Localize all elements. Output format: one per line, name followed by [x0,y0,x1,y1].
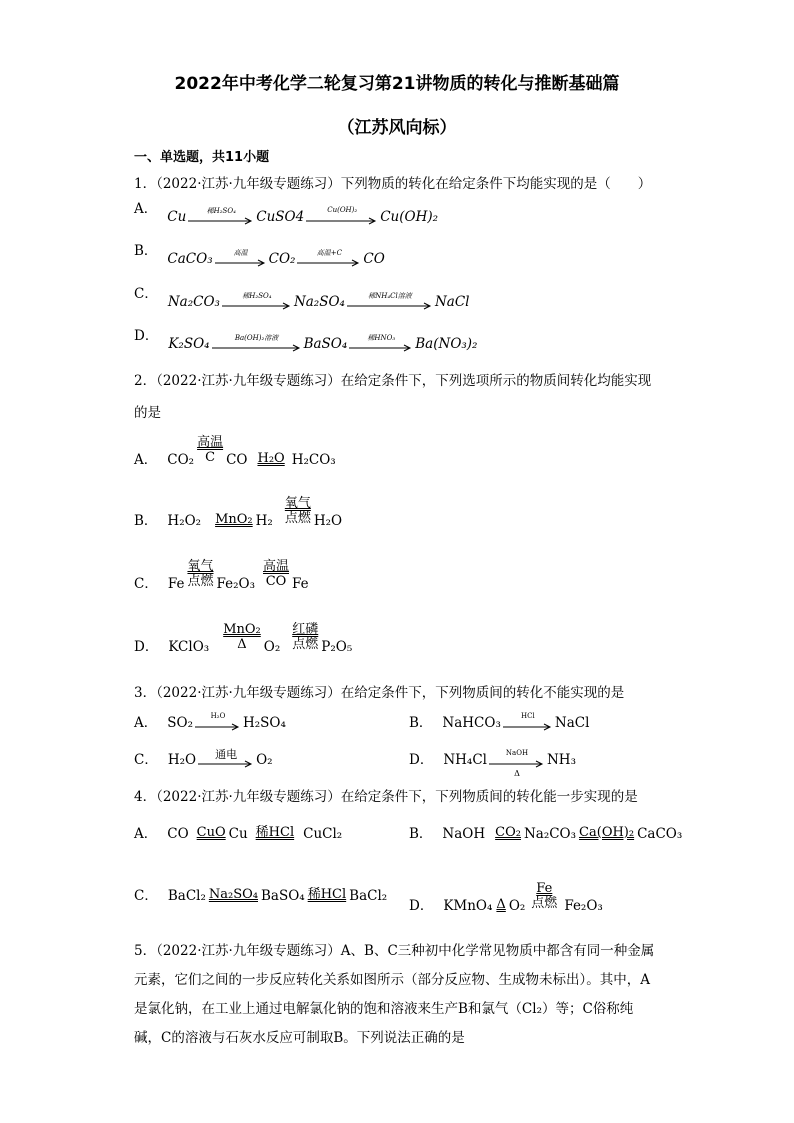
option-label: A． [134,452,158,468]
reaction-arrow [503,712,553,731]
q3-option-a[interactable] [134,711,286,731]
formula: Fe [292,576,309,592]
q2-stem-line1: 2．（2022·江苏·九年级专题练习）在给定条件下，下列选项所示的物质间转化均能实现 [134,373,652,389]
formula: CuCl₂ [303,826,343,842]
q3-option-d[interactable] [409,748,576,778]
option-label: B． [134,243,158,259]
formula: Cu(OH)₂ [380,209,439,225]
arrow-condition-below: Δ [514,769,520,778]
formula: O₂ [256,752,273,768]
formula: CO [226,452,248,468]
arrow-condition: H₂O [210,712,226,720]
arrow-condition: 稀H₂SO₄ [242,292,272,300]
formula: BaCl₂ [167,888,206,904]
formula: H₂O [313,513,343,529]
arrow-condition: 高温+C [316,249,343,257]
option-label: A． [134,826,158,842]
q2-stem-line2: 的是 [134,405,161,421]
q4-option-a[interactable] [134,822,342,842]
formula: Na₂SO₄ [293,294,345,310]
reaction-arrow [306,206,378,225]
q4-option-c[interactable] [134,884,387,904]
reaction-arrow [222,292,292,310]
q3-option-b[interactable] [409,711,589,731]
reaction-arrow [347,292,433,310]
q3-stem: 3．（2022·江苏·九年级专题练习）在给定条件下，下列物质间的转化不能实现的是 [134,685,625,701]
option-label: A． [134,201,158,217]
option-label: A． [134,715,158,731]
formula: CO [167,826,189,842]
formula: Na₂CO₃ [167,294,220,310]
reaction-condition: CO₂ [495,825,521,840]
q4-option-d[interactable] [409,881,603,914]
formula: BaCl₂ [349,888,388,904]
reaction-condition: 稀HCl [307,887,347,902]
formula: CO₂ [268,251,296,267]
reaction-arrow [215,249,267,267]
option-label: D． [409,898,434,914]
option-label: C． [134,576,158,592]
reaction-condition: Fe 点燃 [531,881,558,911]
reaction-condition: MnO₂ [215,512,253,527]
formula: H₂CO₃ [291,452,336,468]
formula: H₂ [255,513,273,529]
option-label: B． [409,826,433,842]
reaction-arrow [188,207,254,225]
q4-option-b[interactable] [409,822,682,842]
q1-option-a[interactable] [134,201,439,225]
q2-option-c[interactable] [134,559,309,592]
q5-line: 碱，C的溶液与石灰水反应可制取B。下列说法正确的是 [134,1030,465,1046]
formula: SO₂ [167,715,193,731]
arrow-condition: 稀H₂SO₄ [206,207,236,215]
option-label: B． [409,715,433,731]
option-label: D． [134,328,159,344]
reaction-arrow [489,749,545,778]
q1-option-d[interactable] [134,328,478,352]
formula: NaHCO₃ [442,715,501,731]
reaction-condition: H₂O [257,451,285,466]
formula: H₂O₂ [167,513,202,529]
reaction-condition: 红磷 点燃 [292,622,319,652]
q1-stem: 1．（2022·江苏·九年级专题练习）下列物质的转化在给定条件下均能实现的是（ ） [134,176,652,192]
q5-line: 是氯化钠，在工业上通过电解氯化钠的饱和溶液来生产B和氯气（Cl₂）等；C俗称纯 [134,1001,634,1017]
arrow-condition: Ba(OH)₂溶液 [234,334,279,342]
arrow-condition: 高温 [233,249,248,257]
reaction-condition: 氧气 点燃 [284,496,311,526]
q1-option-c[interactable] [134,286,470,310]
formula: K₂SO₄ [168,336,210,352]
arrow-condition: 稀HNO₃ [367,334,396,342]
q3-option-c[interactable] [134,748,273,768]
formula: KClO₃ [168,639,210,655]
formula: NH₄Cl [443,752,487,768]
reaction-condition: CuO [196,825,226,840]
formula: CO [363,251,385,267]
formula: NaCl [554,715,590,731]
option-label: D． [409,752,434,768]
formula: H₂O [167,752,197,768]
option-label: C． [134,888,158,904]
formula: Fe [167,576,185,592]
formula: NaOH [442,826,486,842]
formula: Cu [228,826,248,842]
q5-stem [134,937,674,1053]
formula: Na₂CO₃ [523,826,577,842]
formula: NaCl [434,294,470,310]
formula: Fe₂O₃ [216,576,255,592]
formula: CaCO₃ [167,251,213,267]
q2-option-d[interactable] [134,622,353,655]
reaction-arrow [212,334,302,352]
formula: CaCO₃ [637,826,683,842]
reaction-arrow [195,712,241,731]
reaction-arrow [297,249,361,267]
page-subtitle: （江苏风向标） [337,118,457,138]
formula: NH₃ [546,752,576,768]
q1-option-b[interactable] [134,243,385,267]
arrow-condition: 通电 [215,748,238,761]
option-label: C． [134,286,158,302]
q5-line: 元素，它们之间的一步反应转化关系如图所示（部分反应物、生成物未标出）。其中，A [134,972,650,988]
reaction-condition: Δ [496,897,506,912]
reaction-condition: Ca(OH)₂ [579,825,635,840]
formula: KMnO₄ [443,898,493,914]
reaction-arrow [349,334,413,352]
section-heading: 一、单选题，共11小题 [134,150,270,165]
reaction-arrow [198,748,254,768]
arrow-condition: HCl [521,712,535,720]
formula: CO₂ [167,452,195,468]
formula: P₂O₅ [321,639,353,655]
formula: BaSO₄ [261,888,305,904]
option-label: C． [134,752,158,768]
formula: O₂ [508,898,526,914]
formula: BaSO₄ [303,336,348,352]
reaction-condition: 稀HCl [255,825,295,840]
reaction-condition: 氧气 点燃 [187,559,214,589]
reaction-condition: Na₂SO₄ [208,887,258,902]
option-label: B． [134,513,158,529]
formula: Ba(NO₃)₂ [415,336,478,352]
q2-option-b[interactable] [134,496,343,529]
q4-stem: 4．（2022·江苏·九年级专题练习）在给定条件下，下列物质间的转化能一步实现的是 [134,789,638,805]
reaction-condition: MnO₂ Δ [223,622,261,652]
option-label: D． [134,639,159,655]
reaction-condition: 高温 CO [263,559,290,589]
arrow-condition: NaOH [505,749,529,757]
page-title: 2022年中考化学二轮复习第21讲物质的转化与推断基础篇 [174,74,620,94]
formula: Fe₂O₃ [564,898,603,914]
arrow-condition: Cu(OH)₂ [327,206,358,214]
formula: Cu [167,209,187,225]
formula: O₂ [263,639,281,655]
q5-line: 5．（2022·江苏·九年级专题练习）A、B、C三种初中化学常见物质中都含有同一种金属 [134,943,655,959]
formula: H₂SO₄ [242,715,286,731]
q2-option-a[interactable] [134,435,336,468]
formula: CuSO4 [256,209,305,225]
arrow-condition: 稀NH₄Cl溶液 [368,292,412,300]
reaction-condition: 高温 C [197,435,224,465]
